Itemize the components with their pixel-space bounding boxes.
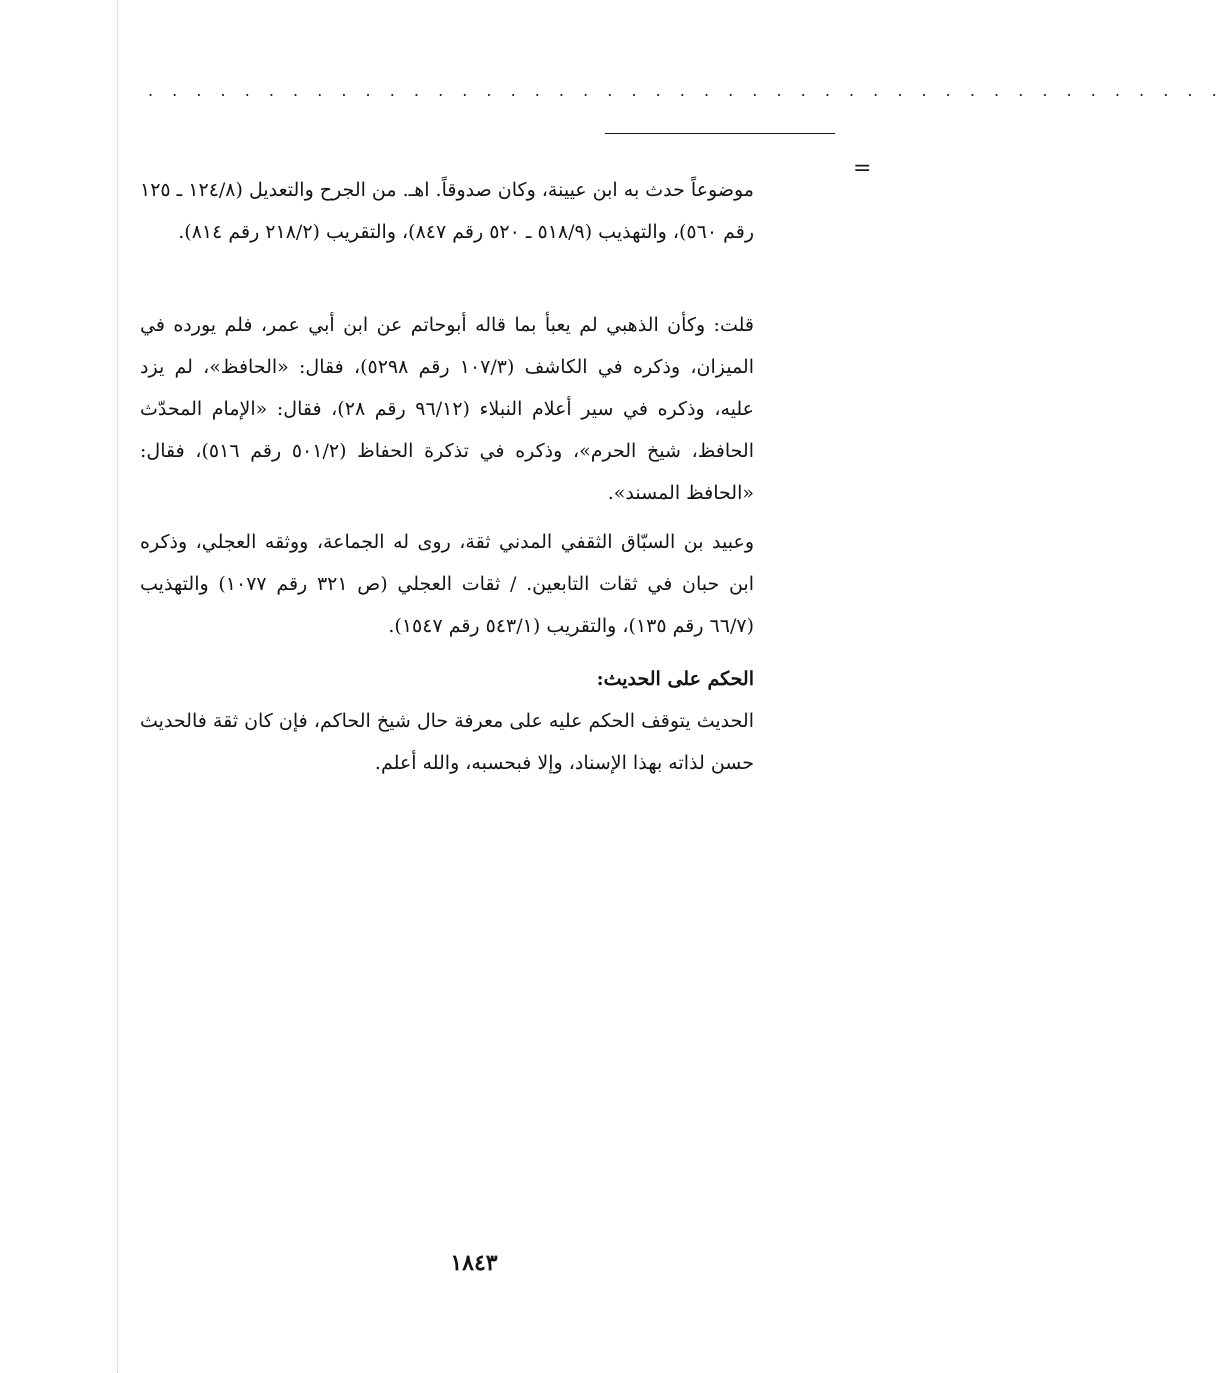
footnote-continuation-mark: = [853, 156, 872, 181]
hadith-ruling-section [140, 658, 754, 784]
ruling-heading: الحكم على الحديث: [596, 668, 754, 690]
margin-guide-line [117, 0, 118, 1373]
paragraph-dhahabi-note: قلت: وكأن الذهبي لم يعبأ بما قاله أبوحاتم عن ابن أبي عمر، فلم يورده في الميزان، وذكره في الكاشف (١٠٧/٣ رقم ٥٢٩٨)، فقال: «الحافظ»، لم يزد عليه، وذكره في سير أعلام النبلاء (٩٦/١٢ رقم ٢٨)، فقال: «الإمام المحدّث الحافظ، شيخ الحرم»، وذكره في تذكرة الحفاظ (٥٠١/٢ رقم ٥١٦)، فقال: «الحافظ المسند». [140, 314, 755, 504]
ruling-text: الحديث يتوقف الحكم عليه على معرفة حال شيخ الحاكم، فإن كان ثقة فالحديث حسن لذاته بهذا الإسناد، وإلا فبحسبه، والله أعلم. [140, 710, 754, 774]
footnote-rule [605, 133, 835, 134]
page-number: ١٨٤٣ [450, 1250, 498, 1276]
dot-separator: . . . . . . . . . . . . . . . . . . . . . . . . . . . . . . . . . . . . . . . . . . . . . [148, 81, 1224, 100]
paragraph-ubaid-ibn-sabbaq: وعبيد بن السبّاق الثقفي المدني ثقة، روى له الجماعة، ووثقه العجلي، وذكره ابن حبان في ثقات التابعين. / ثقات العجلي (ص ٣٢١ رقم ١٠٧٧) والتهذيب (٦٦/٧ رقم ١٣٥)، والتقريب (٥٤٣/١ رقم ١٥٤٧). [140, 531, 755, 637]
footnote-paragraph-continuation: موضوعاً حدث به ابن عيينة، وكان صدوقاً. اهـ. من الجرح والتعديل (١٢٤/٨ ـ ١٢٥ رقم ٥٦٠)، والتهذيب (٥١٨/٩ ـ ٥٢٠ رقم ٨٤٧)، والتقريب (٢١٨/٢ رقم ٨١٤). [140, 179, 754, 243]
